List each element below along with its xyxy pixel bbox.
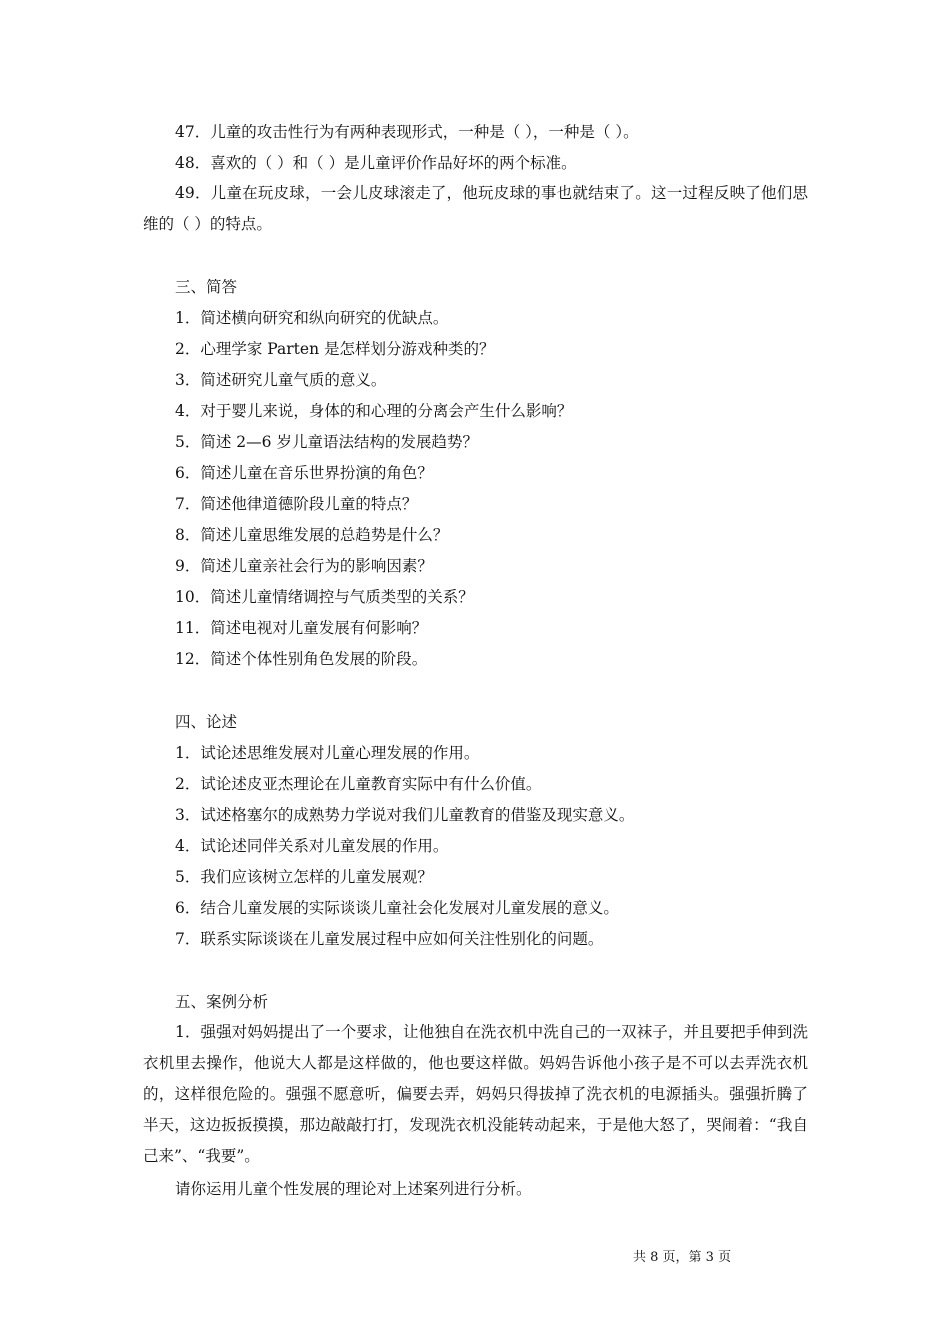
essay-item: 7．联系实际谈谈在儿童发展过程中应如何关注性别化的问题。	[175, 930, 604, 948]
question-49: 49．儿童在玩皮球，一会儿皮球滚走了，他玩皮球的事也就结束了。这一过程反映了他们思维的（ ）的特点。	[143, 184, 808, 233]
section-heading-essay: 四、论述	[175, 713, 238, 731]
short-answer-item: 9．简述儿童亲社会行为的影响因素？	[175, 557, 433, 575]
section-heading-short-answer: 三、简答	[175, 278, 238, 296]
essay-item: 1．试论述思维发展对儿童心理发展的作用。	[175, 744, 480, 762]
essay-item: 2．试论述皮亚杰理论在儿童教育实际中有什么价值。	[175, 775, 542, 793]
short-answer-item: 2．心理学家 Parten 是怎样划分游戏种类的？	[175, 340, 495, 358]
short-answer-item: 11．简述电视对儿童发展有何影响？	[175, 619, 428, 637]
essay-item: 6．结合儿童发展的实际谈谈儿童社会化发展对儿童发展的意义。	[175, 899, 619, 917]
question-47: 47．儿童的攻击性行为有两种表现形式，一种是（ ），一种是（ ）。	[175, 123, 639, 141]
short-answer-item: 8．简述儿童思维发展的总趋势是什么？	[175, 526, 449, 544]
short-answer-item: 12．简述个体性别角色发展的阶段。	[175, 650, 428, 668]
essay-item: 3．试述格塞尔的成熟势力学说对我们儿童教育的借鉴及现实意义。	[175, 806, 635, 824]
short-answer-item: 6．简述儿童在音乐世界扮演的角色？	[175, 464, 433, 482]
essay-item: 4．试论述同伴关系对儿童发展的作用。	[175, 837, 449, 855]
question-48: 48．喜欢的（ ）和（ ）是儿童评价作品好坏的两个标准。	[175, 154, 577, 172]
short-answer-item: 5．简述 2—6 岁儿童语法结构的发展趋势？	[175, 433, 478, 451]
short-answer-item: 1．简述横向研究和纵向研究的优缺点。	[175, 309, 449, 327]
case-paragraph: 1．强强对妈妈提出了一个要求，让他独自在洗衣机中洗自己的一双袜子，并且要把手伸到洗衣机里去操作，他说大人都是这样做的，他也要这样做。妈妈告诉他小孩子是不可以去弄洗衣机的，这样很危险的。强强不愿意听，偏要去弄，妈妈只得拔掉了洗衣机的电源插头。强强折腾了半天，这边扳扳摸摸，那边敲敲打打，发现洗衣机没能转动起来，于是他大怒了，哭闹着：“我自己来”、“我要”。	[143, 1023, 808, 1165]
page-footer: 共 8 页，第 3 页	[633, 1250, 732, 1265]
essay-item: 5．我们应该树立怎样的儿童发展观？	[175, 868, 433, 886]
section-heading-case-analysis: 五、案例分析	[175, 993, 269, 1011]
case-instruction: 请你运用儿童个性发展的理论对上述案列进行分析。	[175, 1180, 532, 1198]
short-answer-item: 4．对于婴儿来说，身体的和心理的分离会产生什么影响？	[175, 402, 573, 420]
short-answer-item: 10．简述儿童情绪调控与气质类型的关系？	[175, 588, 474, 606]
short-answer-item: 7．简述他律道德阶段儿童的特点？	[175, 495, 418, 513]
short-answer-item: 3．简述研究儿童气质的意义。	[175, 371, 387, 389]
